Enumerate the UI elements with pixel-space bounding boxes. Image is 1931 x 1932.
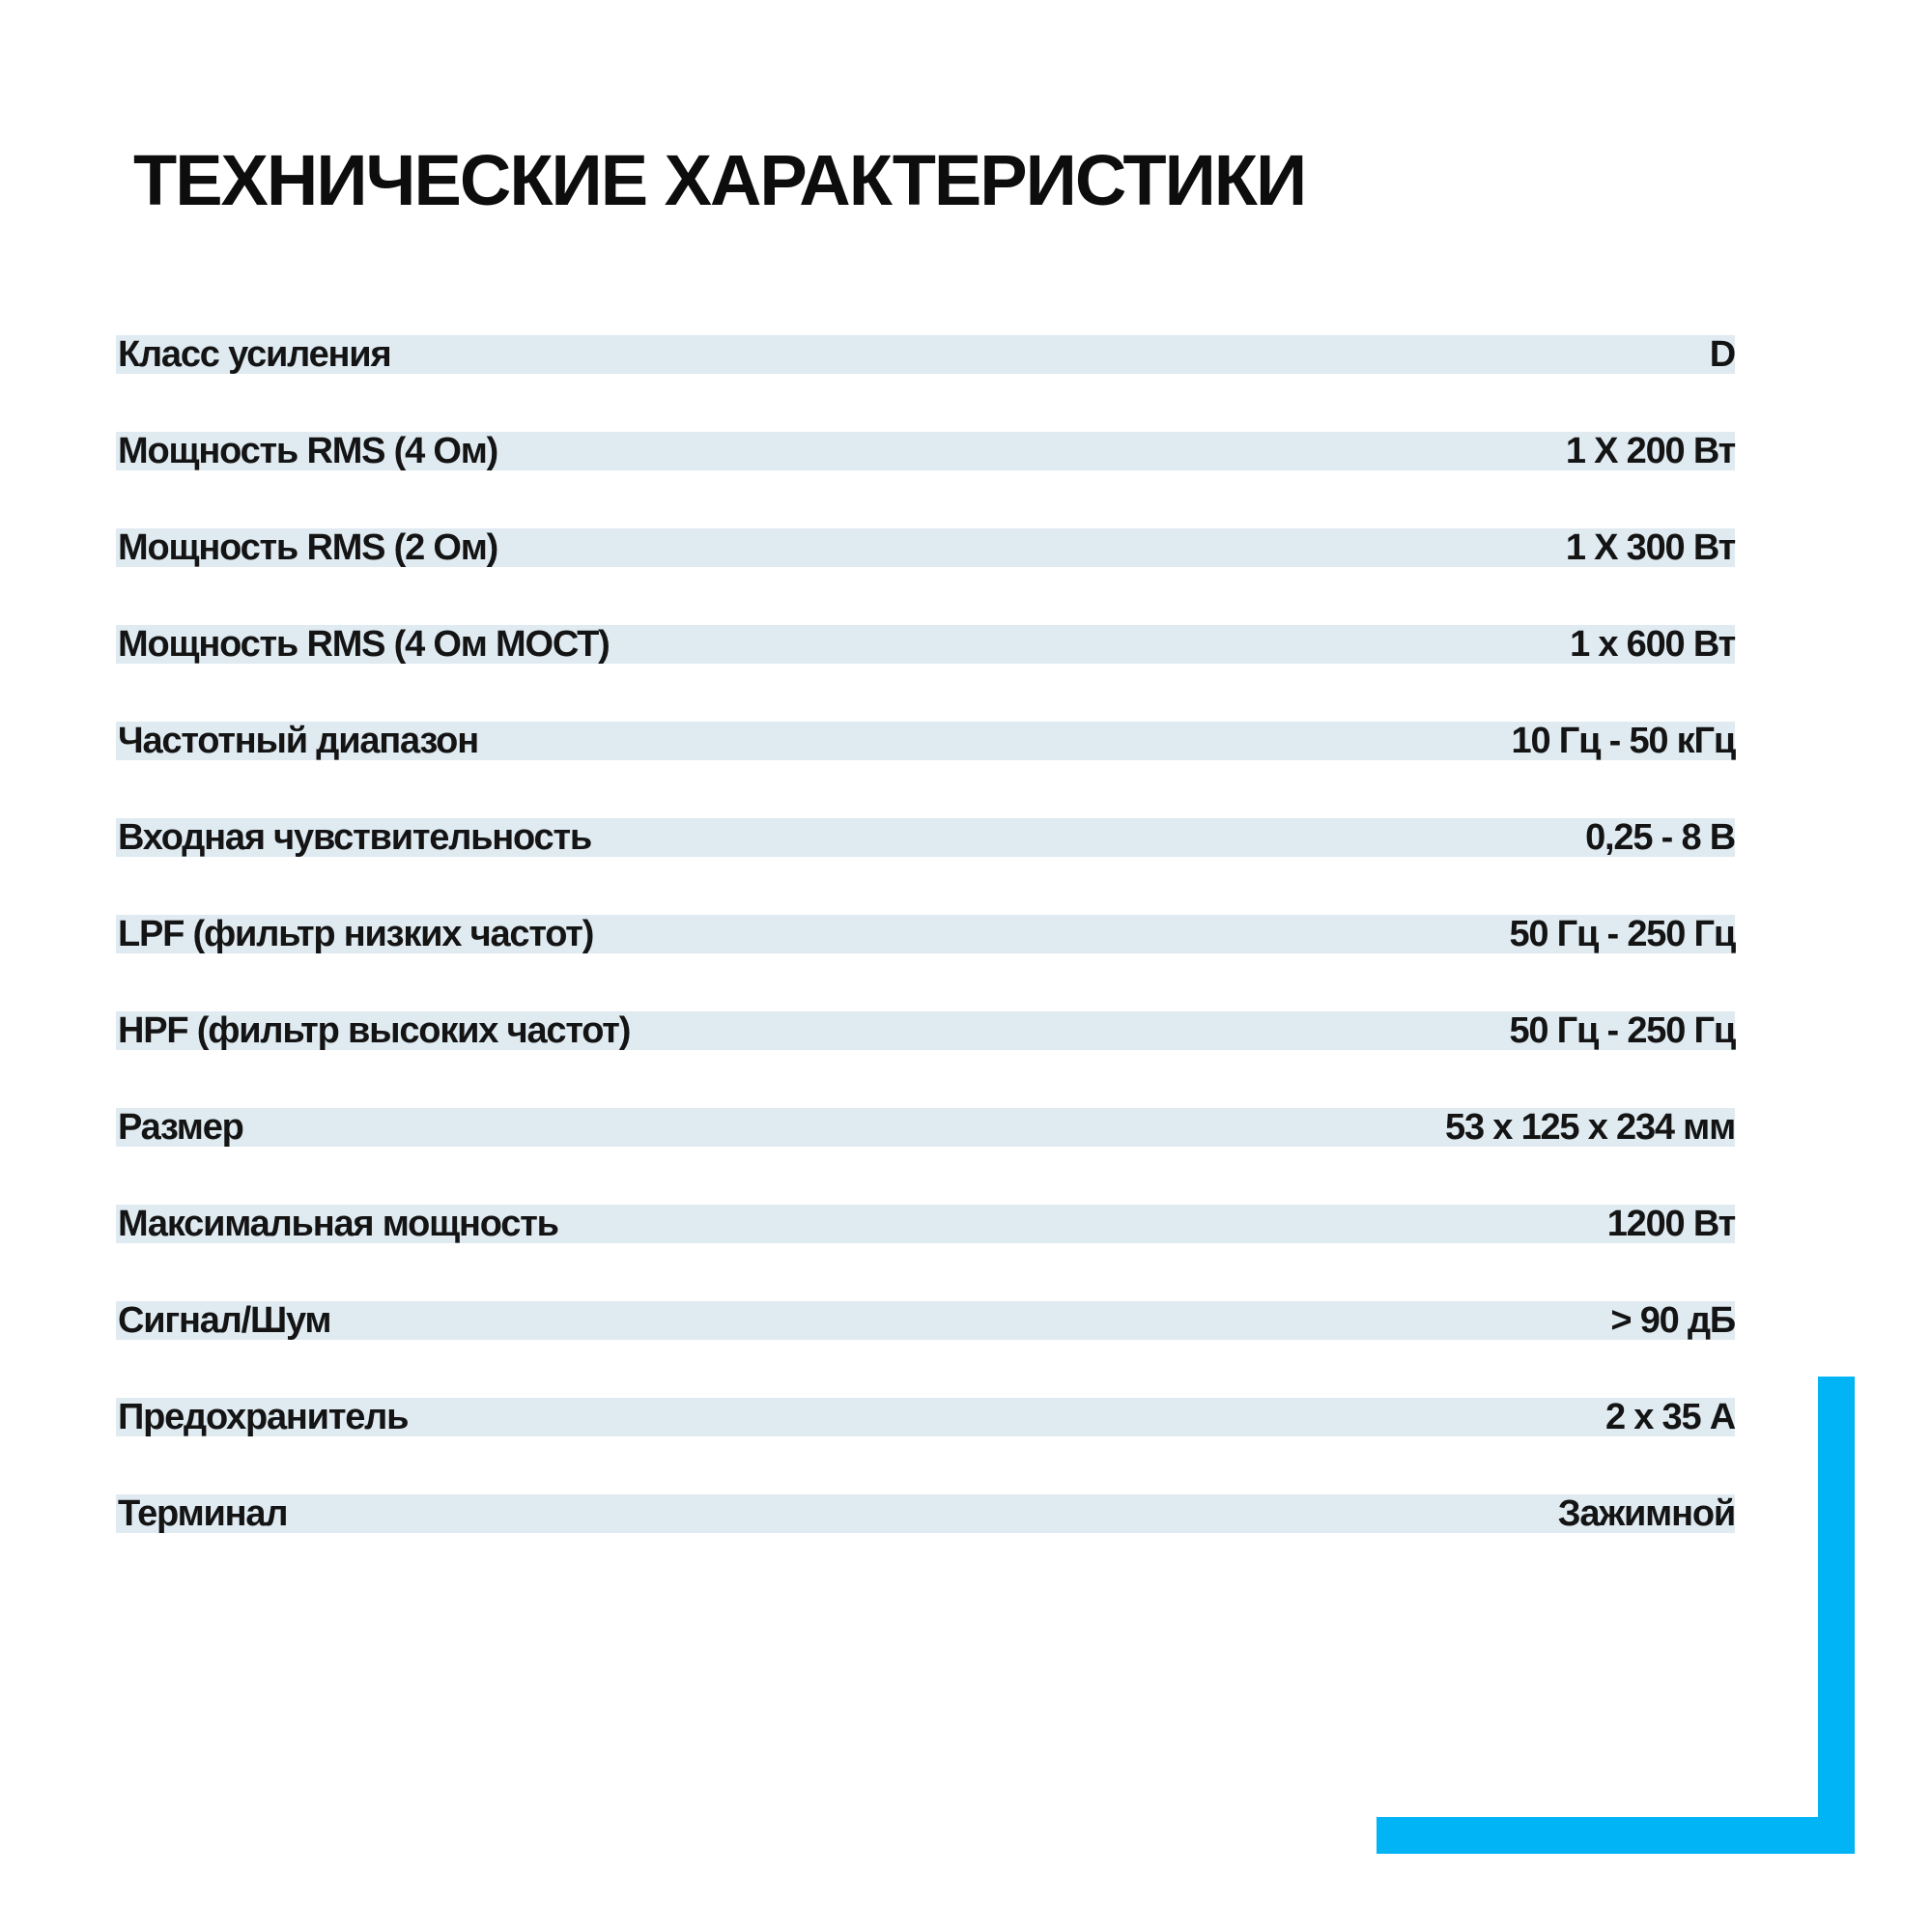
page-title: ТЕХНИЧЕСКИЕ ХАРАКТЕРИСТИКИ: [133, 140, 1306, 220]
spec-row-size: [116, 1108, 1735, 1205]
spec-value: 1200 Вт: [1606, 1204, 1735, 1244]
spec-value: 10 Гц - 50 кГц: [1511, 721, 1735, 761]
spec-label: Частотный диапазон: [118, 721, 478, 761]
spec-row-max-power: [116, 1205, 1735, 1301]
spec-label: HPF (фильтр высоких частот): [118, 1010, 631, 1051]
spec-label: Размер: [118, 1107, 243, 1148]
spec-value: 1 X 200 Вт: [1565, 431, 1735, 471]
spec-value: 0,25 - 8 В: [1585, 817, 1735, 858]
spec-row-frequency-range: [116, 722, 1735, 818]
spec-value: 2 x 35 А: [1604, 1397, 1735, 1437]
spec-value: 1 X 300 Вт: [1565, 527, 1735, 568]
spec-label: Сигнал/Шум: [118, 1300, 331, 1341]
spec-value: 53 x 125 x 234 мм: [1445, 1107, 1735, 1148]
spec-value: D: [1709, 334, 1735, 375]
spec-label: Мощность RMS (4 Ом): [118, 431, 498, 471]
spec-row-rms-power-4-ohm: [116, 432, 1735, 528]
row-highlight-band: [116, 1494, 1735, 1533]
spec-value: 1 x 600 Вт: [1570, 624, 1735, 665]
row-highlight-band: [116, 1301, 1735, 1340]
spec-row-fuse: [116, 1398, 1735, 1494]
decorative-corner-vertical-bar: [1818, 1377, 1855, 1854]
spec-row-lpf: [116, 915, 1735, 1011]
spec-label: Предохранитель: [118, 1397, 409, 1437]
spec-label: Мощность RMS (2 Ом): [118, 527, 498, 568]
spec-row-amplifier-class: [116, 335, 1735, 432]
spec-label: Мощность RMS (4 Ом МОСТ): [118, 624, 610, 665]
spec-row-hpf: [116, 1011, 1735, 1108]
spec-row-rms-power-2-ohm: [116, 528, 1735, 625]
decorative-corner-horizontal-bar: [1377, 1817, 1855, 1854]
spec-row-input-sensitivity: [116, 818, 1735, 915]
spec-label: Терминал: [118, 1493, 288, 1534]
spec-label: Максимальная мощность: [118, 1204, 558, 1244]
spec-row-terminal: [116, 1494, 1735, 1591]
spec-label: Входная чувствительность: [118, 817, 592, 858]
spec-value: > 90 дБ: [1610, 1300, 1735, 1341]
spec-label: Класс усиления: [118, 334, 391, 375]
spec-row-rms-power-bridged: [116, 625, 1735, 722]
spec-label: LPF (фильтр низких частот): [118, 914, 594, 954]
specs-list: [116, 335, 1735, 1591]
spec-value: 50 Гц - 250 Гц: [1509, 914, 1735, 954]
spec-value: Зажимной: [1557, 1493, 1735, 1534]
spec-row-signal-to-noise: [116, 1301, 1735, 1398]
spec-value: 50 Гц - 250 Гц: [1509, 1010, 1735, 1051]
